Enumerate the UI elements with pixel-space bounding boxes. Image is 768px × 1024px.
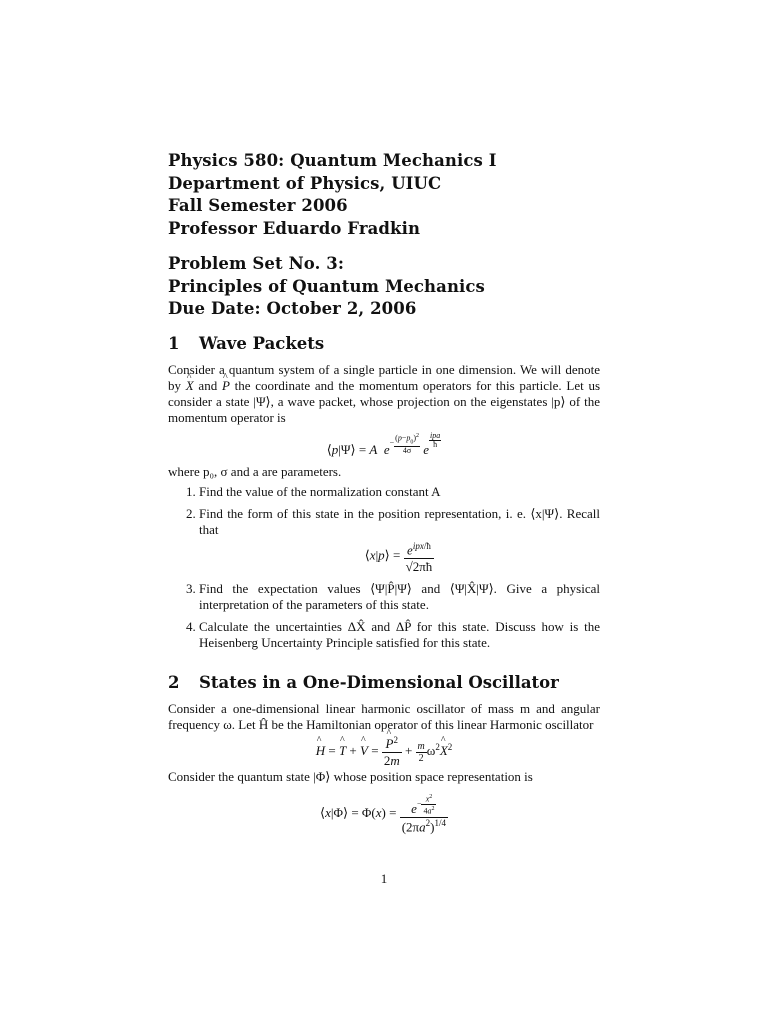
problem-item: 3. Find the expectation values ⟨Ψ|P̂|Ψ⟩ and ⟨Ψ|X̂|Ψ⟩. Give a physical interpretation of the parameters of this state. — [199, 581, 600, 613]
section-title: States in a One-Dimensional Oscillator — [199, 672, 559, 692]
section-title: Wave Packets — [199, 333, 325, 353]
semester: Fall Semester 2006 — [168, 196, 348, 215]
section-1-heading — [168, 334, 600, 353]
due-date: Due Date: October 2, 2006 — [168, 299, 417, 318]
page-number: 1 — [380, 871, 388, 886]
professor: Professor Eduardo Fradkin — [168, 218, 421, 238]
equation-plane-wave: ⟨x|p⟩ = $\frac{e^{ipx/ħ}}{√2\pi ħ}$ — [199, 538, 600, 575]
course-title: Physics 580: Quantum Mechanics I — [168, 151, 497, 170]
problem-set-title: Problem Set No. 3: — [168, 254, 345, 273]
document-page — [168, 150, 600, 841]
problem-item: 2. Find the form of this state in the position representation, i. e. ⟨x|Ψ⟩. Recall that ⟨x|p⟩ = $\frac{e^{ipx/ħ}}{√2\pi ħ}$ — [199, 506, 600, 575]
parameters-text: where p₀, σ and a are parameters. — [168, 463, 342, 479]
state-text: Consider the quantum state |Φ⟩ whose position space representation is — [168, 769, 533, 785]
equation-hamiltonian: ^ H = ^ T + ^ V = ^ $\frac{P^2}{2m}$ + $\frac{m}{2}$ $\omega^2\^{}$ $X^2$ — [168, 735, 600, 769]
section-2-heading — [168, 673, 600, 692]
section-1-intro: Consider a quantum system of a single particle in one dimension. We will denote by ^ X and ^ P the coordinate and the momentum operators for this particle. Let us consider a state |Ψ⟩, a wave packet, whose projection on the eigenstates |p⟩ of the momentum operator is — [168, 362, 600, 426]
problem-set-header — [168, 253, 600, 321]
section-1-problems — [168, 484, 600, 651]
section-number: 2 — [168, 672, 180, 692]
section-2-intro: Consider a one-dimensional linear harmonic oscillator of mass m and angular frequency ω. Let Ĥ be the Hamiltonian operator of this linear Harmonic oscillator — [168, 700, 600, 732]
problem-item: 4. Calculate the uncertainties ΔX̂ and ΔP̂ for this state. Discuss how is the Heisenberg Uncertainty Principle satisfied for this state. — [199, 619, 600, 651]
problem-item: 1. Find the value of the normalization constant A — [199, 484, 600, 500]
problem-set-subtitle: Principles of Quantum Mechanics — [168, 276, 485, 296]
department: Department of Physics, UIUC — [168, 173, 442, 193]
equation-gaussian-state: ⟨x|Φ⟩ = Φ(x) = e− $\frac{x^2}{4a^2}$ $(2\pi a^2)^{1/4}$ — [320, 794, 446, 835]
equation-momentum-wavefunction: ⟨p|Ψ⟩ = A e− $\frac{(p-p_0)^2}{4\sigma}$ e ipa ħ — [326, 430, 441, 457]
section-number: 1 — [168, 333, 180, 353]
course-header — [168, 150, 600, 240]
